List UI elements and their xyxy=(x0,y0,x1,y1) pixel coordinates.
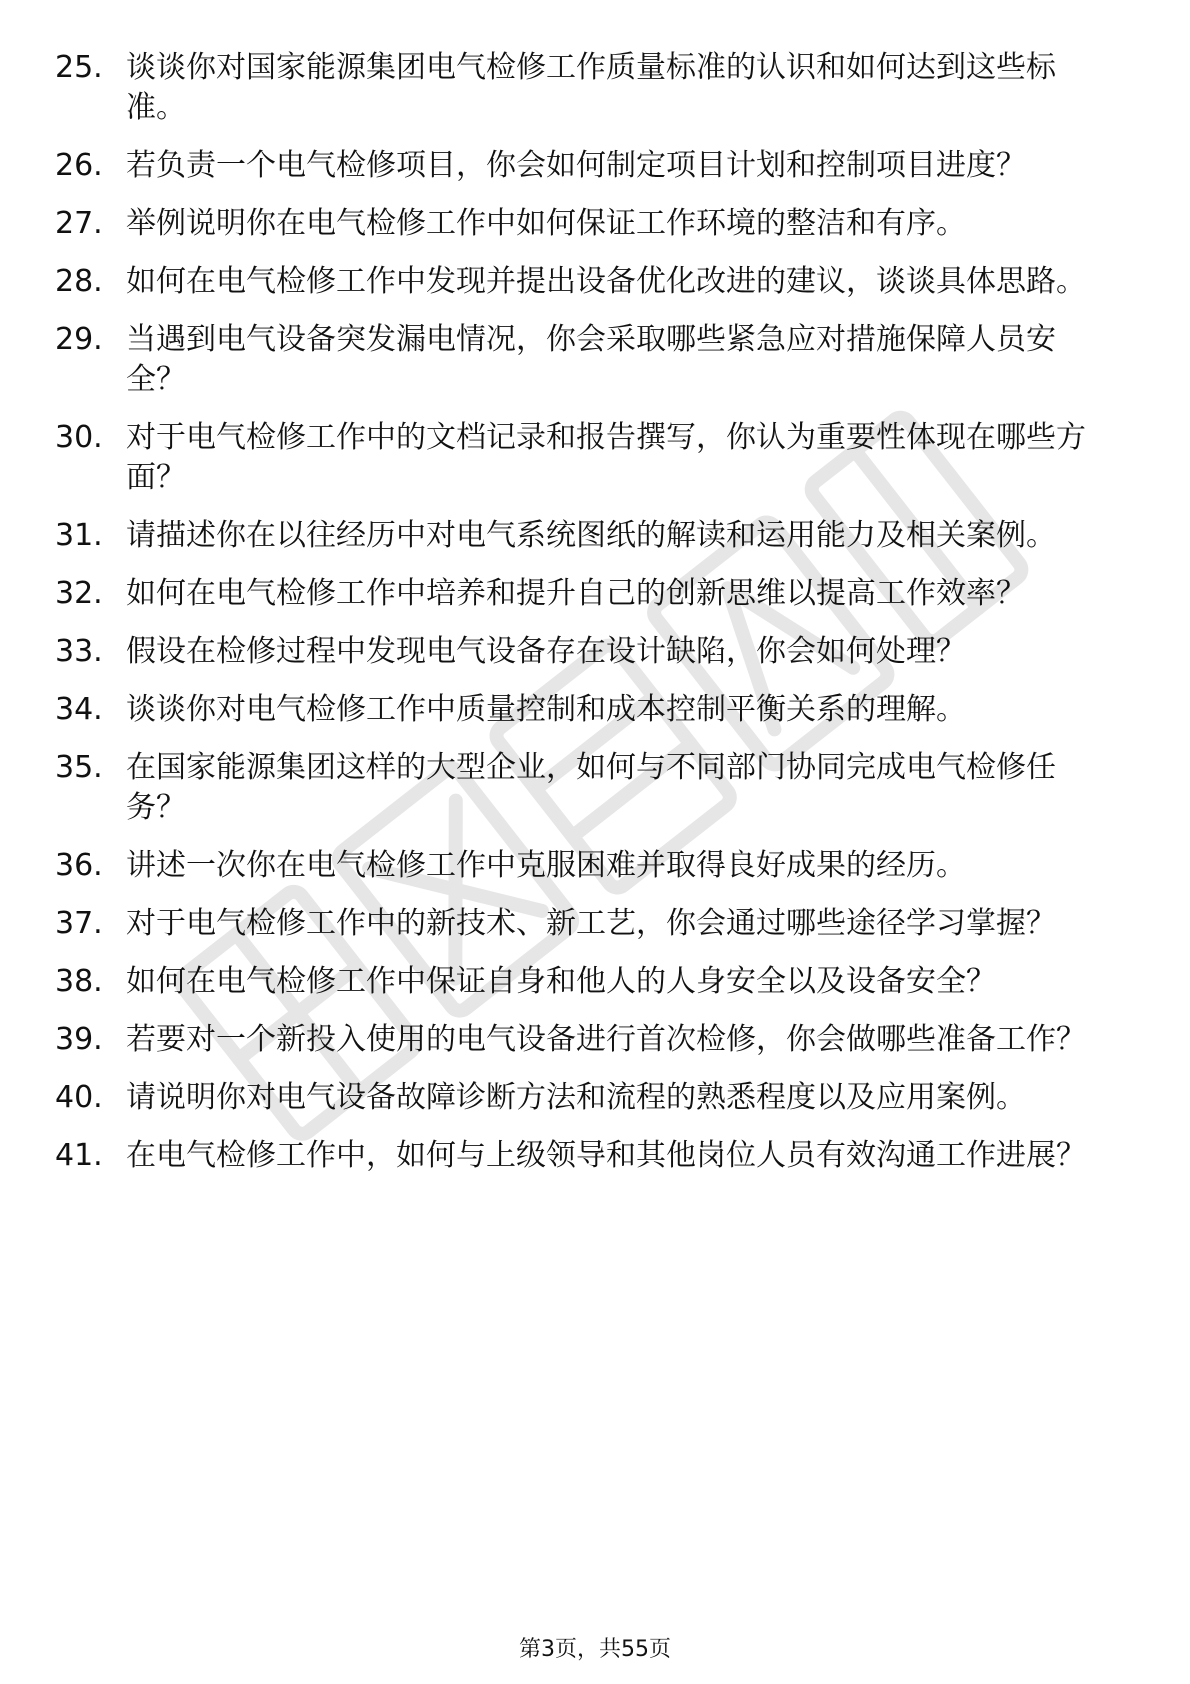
question-text: 请描述你在以往经历中对电气系统图纸的解读和运用能力及相关案例。 xyxy=(126,518,1056,553)
question-item xyxy=(0,516,1190,556)
question-number: 39. xyxy=(55,1022,103,1057)
question-text: 如何在电气检修工作中培养和提升自己的创新思维以提高工作效率？ xyxy=(126,576,1026,611)
question-number: 27. xyxy=(55,206,103,241)
question-number: 28. xyxy=(55,264,103,299)
page-number-label: 第3页，共55页 xyxy=(519,1637,671,1662)
question-text: 谈谈你对电气检修工作中质量控制和成本控制平衡关系的理解。 xyxy=(126,692,966,727)
question-item xyxy=(0,904,1190,944)
question-number: 29. xyxy=(55,322,103,357)
question-text: 讲述一次你在电气检修工作中克服困难并取得良好成果的经历。 xyxy=(126,848,966,883)
question-number: 36. xyxy=(55,848,103,883)
question-item xyxy=(0,846,1190,886)
question-text: 假设在检修过程中发现电气设备存在设计缺陷，你会如何处理？ xyxy=(126,634,966,669)
question-item xyxy=(0,48,1190,128)
question-number: 41. xyxy=(55,1138,103,1173)
question-list xyxy=(0,48,1190,1194)
question-item xyxy=(0,690,1190,730)
question-number: 37. xyxy=(55,906,103,941)
question-item xyxy=(0,962,1190,1002)
question-text: 若要对一个新投入使用的电气设备进行首次检修，你会做哪些准备工作？ xyxy=(126,1022,1086,1057)
question-number: 25. xyxy=(55,50,103,85)
question-text: 当遇到电气设备突发漏电情况，你会采取哪些紧急应对措施保障人员安全？ xyxy=(126,322,1056,397)
question-item xyxy=(0,1078,1190,1118)
question-text: 谈谈你对国家能源集团电气检修工作质量标准的认识和如何达到这些标准。 xyxy=(126,50,1056,125)
question-text: 在电气检修工作中，如何与上级领导和其他岗位人员有效沟通工作进展？ xyxy=(126,1138,1086,1173)
question-number: 31. xyxy=(55,518,103,553)
question-number: 32. xyxy=(55,576,103,611)
question-number: 33. xyxy=(55,634,103,669)
question-item xyxy=(0,418,1190,498)
question-text: 请说明你对电气设备故障诊断方法和流程的熟悉程度以及应用案例。 xyxy=(126,1080,1026,1115)
question-text: 如何在电气检修工作中保证自身和他人的人身安全以及设备安全？ xyxy=(126,964,996,999)
question-number: 26. xyxy=(55,148,103,183)
question-text: 举例说明你在电气检修工作中如何保证工作环境的整洁和有序。 xyxy=(126,206,966,241)
page-footer xyxy=(0,1636,1190,1664)
question-text: 如何在电气检修工作中发现并提出设备优化改进的建议，谈谈具体思路。 xyxy=(126,264,1086,299)
question-item xyxy=(0,748,1190,828)
question-number: 34. xyxy=(55,692,103,727)
question-item xyxy=(0,320,1190,400)
question-text: 对于电气检修工作中的文档记录和报告撰写，你认为重要性体现在哪些方面？ xyxy=(126,420,1086,495)
question-number: 40. xyxy=(55,1080,103,1115)
question-item xyxy=(0,146,1190,186)
question-item xyxy=(0,574,1190,614)
question-text: 在国家能源集团这样的大型企业，如何与不同部门协同完成电气检修任务？ xyxy=(126,750,1056,825)
question-item xyxy=(0,632,1190,672)
question-item xyxy=(0,1020,1190,1060)
question-number: 35. xyxy=(55,750,103,785)
question-number: 30. xyxy=(55,420,103,455)
question-number: 38. xyxy=(55,964,103,999)
question-text: 若负责一个电气检修项目，你会如何制定项目计划和控制项目进度？ xyxy=(126,148,1026,183)
question-item xyxy=(0,1136,1190,1176)
question-item xyxy=(0,262,1190,302)
question-item xyxy=(0,204,1190,244)
question-text: 对于电气检修工作中的新技术、新工艺，你会通过哪些途径学习掌握？ xyxy=(126,906,1056,941)
